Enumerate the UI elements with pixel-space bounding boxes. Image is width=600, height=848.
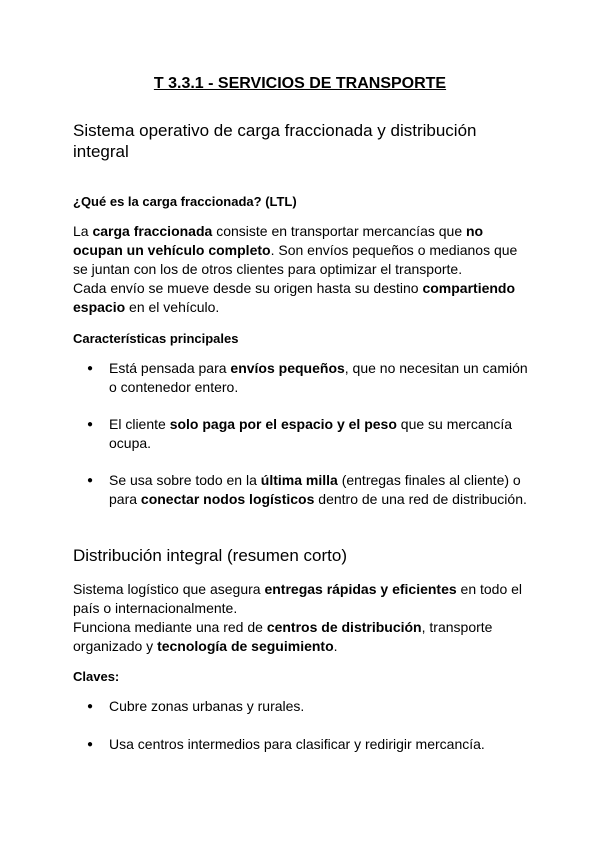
bold-run: no ocupan un vehículo completo bbox=[73, 223, 484, 258]
text-run: en el vehículo. bbox=[125, 299, 220, 315]
paragraph-line-group bbox=[73, 279, 533, 317]
features-heading: Características principales bbox=[73, 331, 239, 346]
bullet-text: Se usa sobre todo en la última milla (entregas finales al cliente) o para conectar nodos logísticos dentro de una red de distribución. bbox=[109, 472, 527, 507]
bullet-text: Usa centros intermedios para clasificar y redirigir mercancía. bbox=[109, 736, 485, 752]
bullet-item bbox=[87, 415, 533, 453]
question-heading: ¿Qué es la carga fraccionada? (LTL) bbox=[73, 194, 297, 209]
bullet-icon: ● bbox=[87, 701, 94, 712]
bold-run: carga fraccionada bbox=[92, 223, 213, 239]
bullet-icon: ● bbox=[87, 419, 94, 430]
paragraph-line-group: Sistema logístico que asegura entregas rápidas y eficientes en todo el país o internacionalmente. bbox=[73, 581, 523, 616]
bullet-item bbox=[87, 359, 533, 397]
paragraph-definition bbox=[73, 222, 533, 317]
text-run: consiste en transportar mercancías que bbox=[212, 223, 466, 239]
bullet-icon: ● bbox=[87, 739, 94, 750]
text-run: La bbox=[73, 223, 93, 239]
bullet-text: Cubre zonas urbanas y rurales. bbox=[109, 698, 305, 714]
bullet-icon: ● bbox=[87, 363, 94, 374]
paragraph-line-group bbox=[73, 222, 533, 279]
text-run: . Son envíos pequeños o medianos que se juntan con los de otros clientes para optimizar el transporte. bbox=[73, 242, 518, 277]
paragraph-line-group: Funciona mediante una red de centros de distribución, transporte organizado y tecnología de seguimiento. bbox=[73, 619, 493, 654]
section-heading-distribucion-integral: Distribución integral (resumen corto) bbox=[73, 546, 347, 565]
bullet-icon: ● bbox=[87, 475, 94, 486]
bullet-text: El cliente solo paga por el espacio y el peso que su mercancía ocupa. bbox=[109, 416, 513, 451]
bullet-item bbox=[87, 735, 533, 754]
document-title: T 3.3.1 - SERVICIOS DE TRANSPORTE bbox=[153, 75, 447, 92]
bullet-item bbox=[87, 471, 533, 509]
text-run: Cada envío se mueve desde su origen hasta su destino bbox=[73, 280, 423, 296]
keys-heading: Claves: bbox=[73, 669, 120, 684]
bold-run: compartiendo espacio bbox=[73, 280, 516, 315]
bullet-text: Está pensada para envíos pequeños, que no necesitan un camión o contenedor entero. bbox=[109, 360, 528, 395]
section-heading-carga-fraccionada: Sistema operativo de carga fraccionada y distribución integral bbox=[73, 121, 477, 161]
bullet-item bbox=[87, 697, 533, 716]
paragraph-distribucion bbox=[73, 580, 533, 656]
